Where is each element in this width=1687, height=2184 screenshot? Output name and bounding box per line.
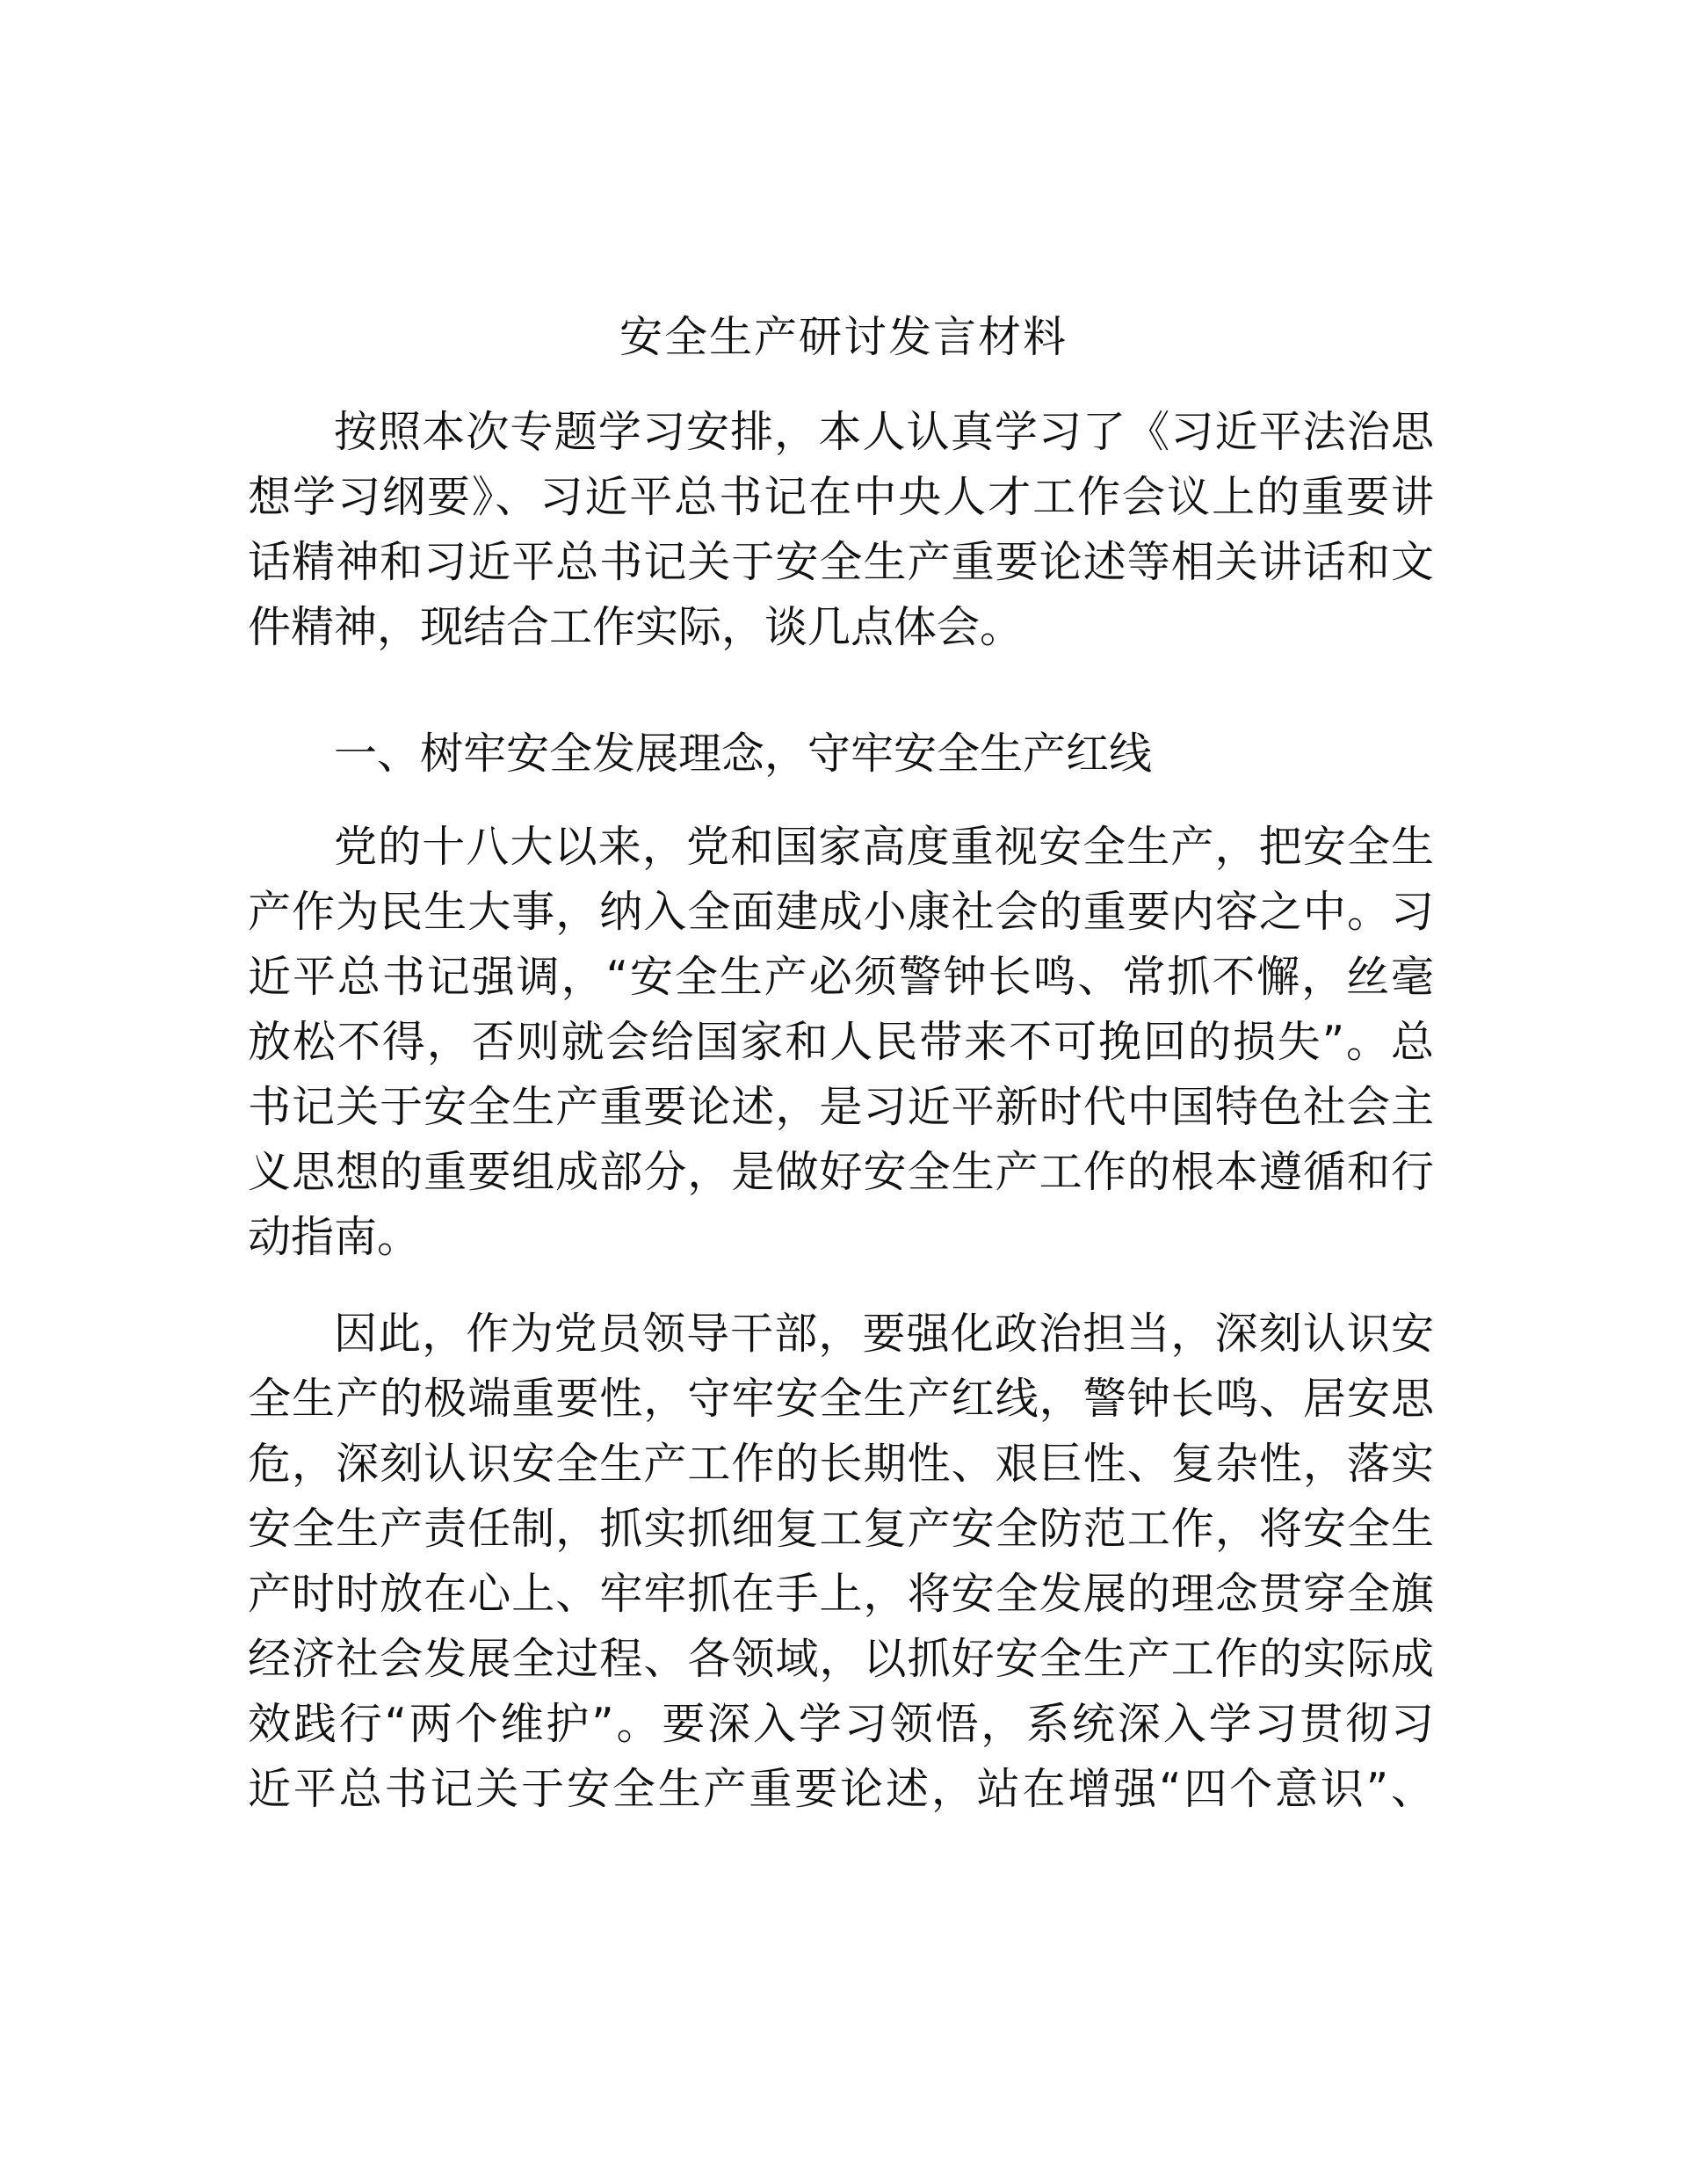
paragraph-3-line-1: 因此，作为党员领导干部，要强化政治担当，深刻认识安 [334, 1309, 1434, 1359]
paragraph-2-line-1: 党的十八大以来，党和国家高度重视安全生产，把安全生 [334, 822, 1434, 872]
paragraph-2-line-3: 近平总书记强调，“安全生产必须警钟长鸣、常抓不懈，丝毫 [248, 952, 1434, 1002]
paragraph-3-line-4: 安全生产责任制，抓实抓细复工复产安全防范工作，将安全生 [248, 1504, 1434, 1554]
paragraph-2-line-5: 书记关于安全生产重要论述，是习近平新时代中国特色社会主 [248, 1082, 1434, 1132]
paragraph-2-line-4: 放松不得，否则就会给国家和人民带来不可挽回的损失”。总 [248, 1017, 1434, 1067]
paragraph-3-line-3: 危，深刻认识安全生产工作的长期性、艰巨性、复杂性，落实 [248, 1439, 1434, 1489]
paragraph-1-line-3: 话精神和习近平总书记关于安全生产重要论述等相关讲话和文 [248, 537, 1434, 587]
paragraph-2-line-6: 义思想的重要组成部分，是做好安全生产工作的根本遵循和行 [248, 1147, 1434, 1197]
paragraph-2-line-2: 产作为民生大事，纳入全面建成小康社会的重要内容之中。习 [248, 887, 1434, 937]
paragraph-3-line-5: 产时时放在心上、牢牢抓在手上，将安全发展的理念贯穿全旗 [248, 1569, 1434, 1619]
paragraph-3-line-8: 近平总书记关于安全生产重要论述，站在增强“四个意识”、 [248, 1764, 1434, 1814]
paragraph-1-line-2: 想学习纲要》、习近平总书记在中央人才工作会议上的重要讲 [248, 472, 1434, 522]
paragraph-3-line-2: 全生产的极端重要性，守牢安全生产红线，警钟长鸣、居安思 [248, 1374, 1434, 1424]
paragraph-1-line-4: 件精神，现结合工作实际，谈几点体会。 [248, 602, 1024, 652]
paragraph-3-line-7: 效践行“两个维护”。要深入学习领悟，系统深入学习贯彻习 [248, 1699, 1434, 1749]
paragraph-3-line-6: 经济社会发展全过程、各领域，以抓好安全生产工作的实际成 [248, 1634, 1434, 1684]
document-title: 安全生产研讨发言材料 [619, 312, 1068, 362]
paragraph-2-line-7: 动指南。 [248, 1212, 421, 1262]
paragraph-1-line-1: 按照本次专题学习安排，本人认真学习了《习近平法治思 [334, 407, 1434, 457]
section-heading: 一、树牢安全发展理念，守牢安全生产红线 [334, 729, 1153, 779]
